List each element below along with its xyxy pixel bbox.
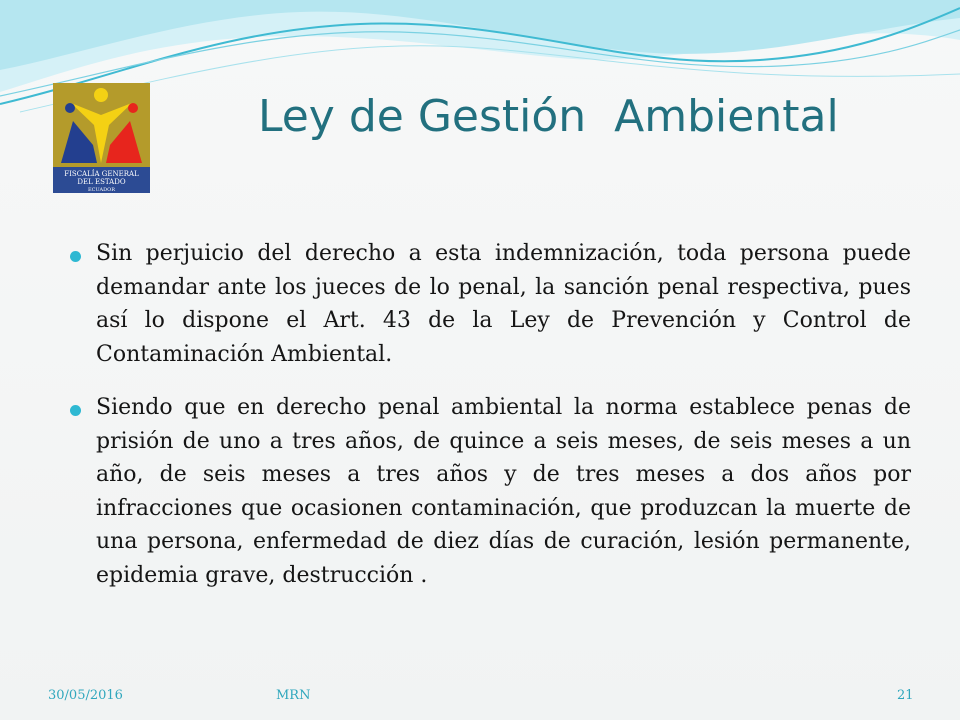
slide-title: Ley de Gestión Ambiental: [258, 91, 839, 142]
footer-date: 30/05/2016: [48, 688, 123, 703]
logo-red-head: [128, 103, 138, 113]
logo-yellow-head: [94, 88, 108, 102]
logo-text-2: DEL ESTADO: [77, 178, 126, 186]
footer-author: MRN: [276, 688, 311, 703]
logo-text-1: FISCALÍA GENERAL: [64, 170, 139, 178]
logo-blue-head: [65, 103, 75, 113]
bullet-icon: [70, 405, 81, 416]
footer-page-number: 21: [897, 688, 914, 703]
logo-text-3: ECUADOR: [87, 187, 116, 193]
bullet-list: [70, 237, 911, 612]
bullet-icon: [70, 251, 81, 262]
bullet-text: Sin perjuicio del derecho a esta indemnización, toda persona puede demandar ante los jueces de lo penal, la sanción penal respectiva, pues así lo dispone el Art. 43 de la Ley de Prevención y Control de Contaminación Ambiental.: [96, 241, 911, 367]
fiscalia-logo: [53, 83, 150, 193]
bullet-item: [70, 237, 911, 371]
bullet-text: Siendo que en derecho penal ambiental la norma establece penas de prisión de uno a tres años, de quince a seis meses, de seis meses a un año, de seis meses a tres años y de tres meses a dos años por infracciones que ocasionen contaminación, que produzcan la muerte de una persona, enfermedad de diez días de curación, lesión permanente, epidemia grave, destrucción .: [96, 395, 911, 588]
bullet-item: [70, 391, 911, 592]
